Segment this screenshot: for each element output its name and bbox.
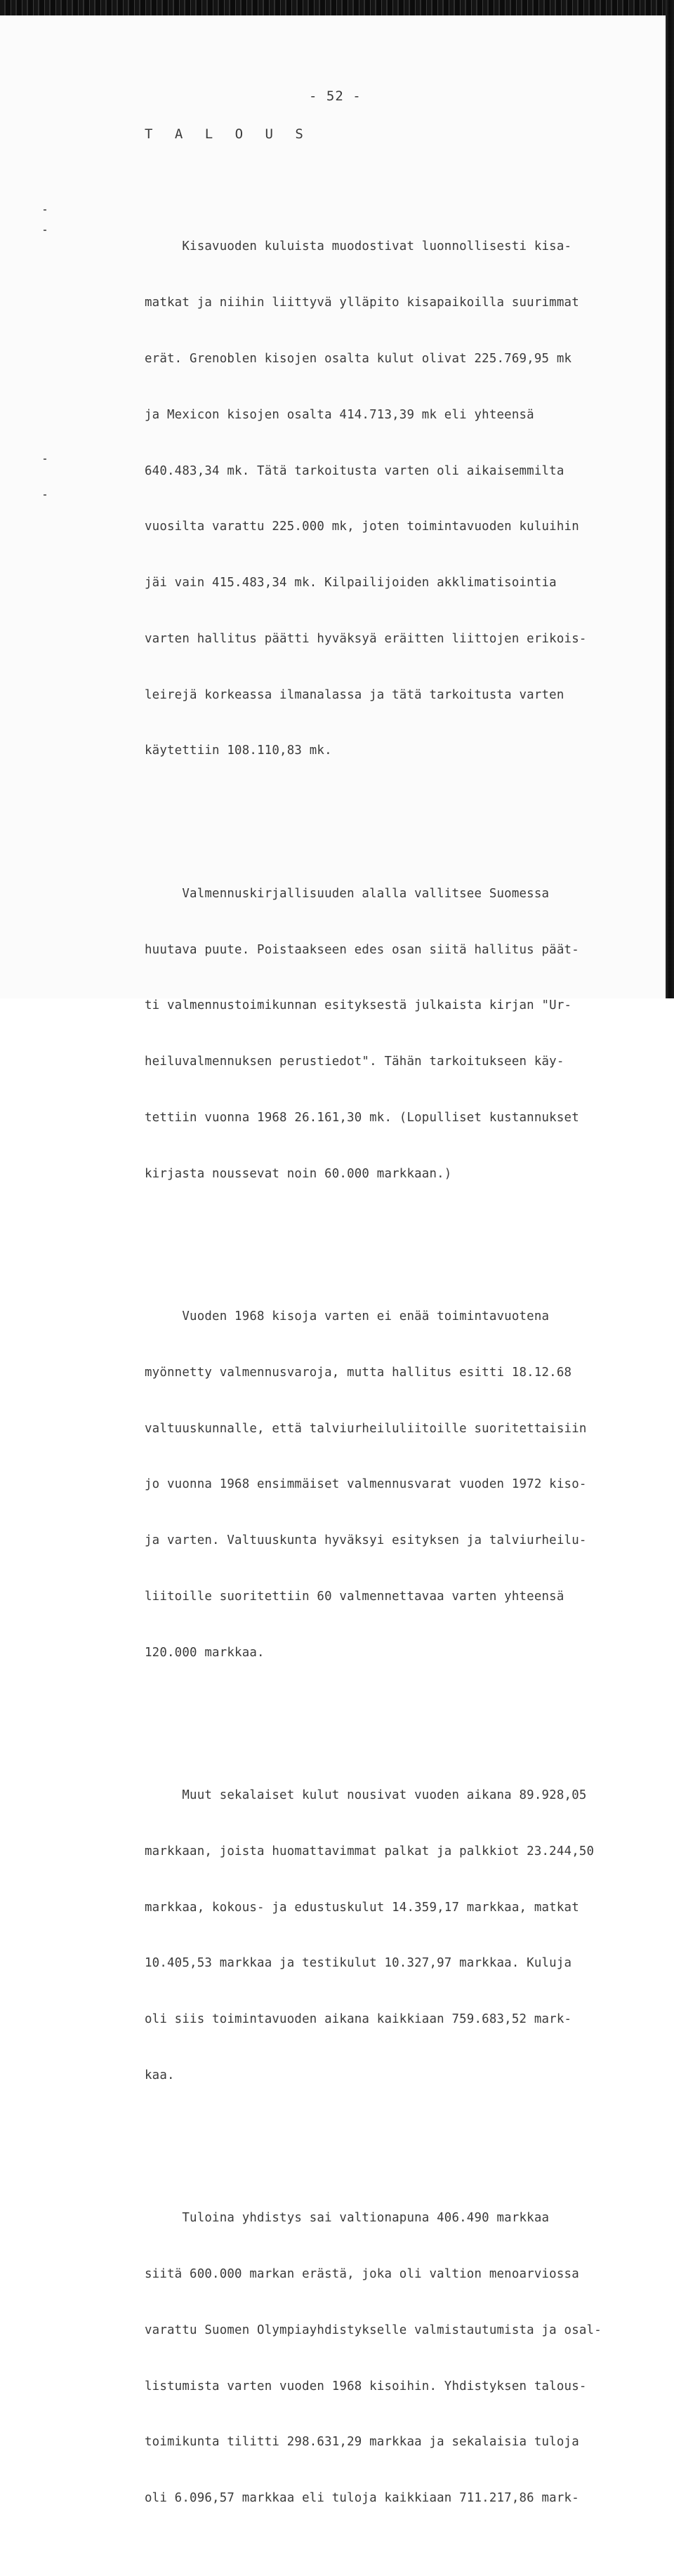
- text-line: Vuoden 1968 kisoja varten ei enää toimintavuotena: [145, 1309, 550, 1323]
- text-line: Valmennuskirjallisuuden alalla vallitsee Suomessa: [145, 886, 550, 901]
- text-line: leirejä korkeassa ilmanalassa ja tätä tarkoitusta varten: [145, 687, 564, 702]
- text-line: Muut sekalaiset kulut nousivat vuoden aikana 89.928,05: [145, 1788, 587, 1803]
- text-line: listumista varten vuoden 1968 kisoihin. Yhdistyksen talous-: [145, 2379, 587, 2393]
- text-line: heiluvalmennuksen perustiedot". Tähän tarkoitukseen käy-: [145, 1055, 564, 1069]
- text-line: myönnetty valmennusvaroja, mutta hallitus esitti 18.12.68: [145, 1365, 572, 1380]
- scan-border-top: [0, 0, 674, 15]
- paragraph-2: [145, 847, 636, 1221]
- margin-mark: [44, 230, 46, 231]
- text-line: matkat ja niihin liittyvä ylläpito kisapaikoilla suurimmat: [145, 296, 579, 310]
- text-line: käytettiin 108.110,83 mk.: [145, 744, 332, 758]
- text-line: siitä 600.000 markan erästä, joka oli valtion menoarviossa: [145, 2267, 579, 2282]
- text-line: liitoille suoritettiin 60 valmennettavaa varten yhteensä: [145, 1589, 564, 1604]
- margin-mark: [44, 458, 46, 460]
- page-number: - 52 -: [309, 88, 362, 104]
- text-line: ja varten. Valtuuskunta hyväksyi esityksen ja talviurheilu-: [145, 1533, 587, 1548]
- text-line: kaa.: [145, 2068, 175, 2082]
- text-line: jo vuonna 1968 ensimmäiset valmennusvarat vuoden 1972 kiso-: [145, 1477, 587, 1492]
- scan-border-right: [666, 0, 674, 998]
- paragraph-5: [145, 2172, 636, 2545]
- text-line: markkaan, joista huomattavimmat palkat ja palkkiot 23.244,50: [145, 1844, 595, 1858]
- margin-mark: [44, 494, 46, 496]
- text-line: Kisavuoden kuluista muodostivat luonnollisesti kisa-: [145, 239, 572, 254]
- body-text: [145, 163, 636, 2576]
- text-line: oli siis toimintavuoden aikana kaikkiaan 759.683,52 mark-: [145, 2012, 572, 2027]
- text-line: erät. Grenoblen kisojen osalta kulut olivat 225.769,95 mk: [145, 351, 572, 366]
- paragraph-4: [145, 1749, 636, 2122]
- paragraph-3: [145, 1270, 636, 1700]
- text-line: ti valmennustoimikunnan esityksestä julkaista kirjan "Ur-: [145, 998, 572, 1013]
- text-line: vuosilta varattu 225.000 mk, joten toimintavuoden kuluihin: [145, 520, 579, 534]
- text-line: oli 6.096,57 markkaa eli tuloja kaikkiaan 711.217,86 mark-: [145, 2491, 579, 2506]
- text-line: 120.000 markkaa.: [145, 1645, 265, 1660]
- text-line: ja Mexicon kisojen osalta 414.713,39 mk eli yhteensä: [145, 407, 534, 422]
- text-line: Tuloina yhdistys sai valtionapuna 406.490 markkaa: [145, 2211, 550, 2226]
- paragraph-1: [145, 200, 636, 798]
- text-line: 10.405,53 markkaa ja testikulut 10.327,97 markkaa. Kuluja: [145, 1956, 572, 1971]
- text-line: varten hallitus päätti hyväksyä eräitten liittojen erikois-: [145, 631, 587, 646]
- text-line: tettiin vuonna 1968 26.161,30 mk. (Lopulliset kustannukset: [145, 1110, 579, 1125]
- text-line: 640.483,34 mk. Tätä tarkoitusta varten oli aikaisemmilta: [145, 463, 564, 478]
- text-line: markkaa, kokous- ja edustuskulut 14.359,17 markkaa, matkat: [145, 1900, 579, 1915]
- text-line: valtuuskunnalle, että talviurheiluliitoille suoritettaisiin: [145, 1421, 587, 1436]
- section-heading: T A L O U S: [145, 126, 310, 142]
- text-line: huutava puute. Poistaakseen edes osan siitä hallitus päät-: [145, 942, 579, 957]
- text-line: jäi vain 415.483,34 mk. Kilpailijoiden akklimatisointia: [145, 576, 557, 590]
- text-line: kirjasta noussevat noin 60.000 markkaan.): [145, 1166, 452, 1181]
- text-line: toimikunta tilitti 298.631,29 markkaa ja sekalaisia tuloja: [145, 2435, 579, 2450]
- margin-mark: [44, 209, 46, 211]
- text-line: varattu Suomen Olympiayhdistykselle valmistautumista ja osal-: [145, 2323, 602, 2337]
